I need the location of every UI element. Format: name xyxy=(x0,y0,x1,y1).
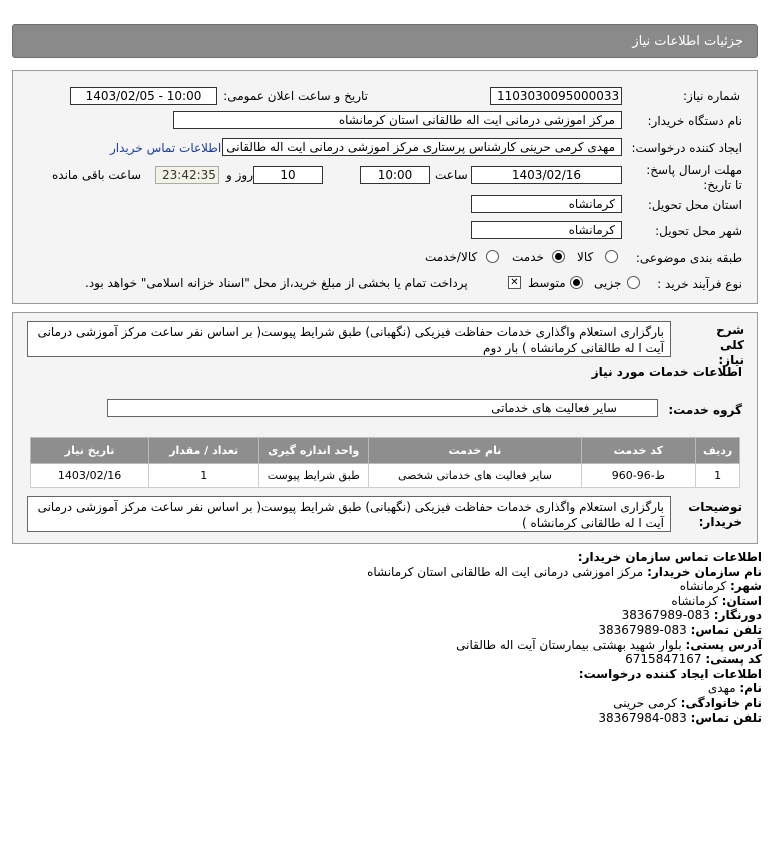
summary-box: بارگزاری استعلام واگذاری خدمات حفاظت فیزیکی (نگهبانی) طبق شرایط پیوست( بر اساس نفر ساعت مرکز آموزشی درمانی آیت ا له طالقانی کرمانشاه ) بار دوم xyxy=(27,321,671,357)
requester-phone-line xyxy=(22,711,762,726)
buyer-contact-link[interactable]: اطلاعات تماس خریدار xyxy=(110,141,222,155)
buyer-notes-label: توضیحات خریدار: xyxy=(688,500,742,529)
province-field: کرمانشاه xyxy=(471,195,622,213)
process-radio-minor[interactable] xyxy=(627,276,640,289)
requester-first-name: مهدی xyxy=(707,681,736,696)
cell-need-date: 1403/02/16 xyxy=(31,464,149,488)
buyer-org-label: نام دستگاه خریدار: xyxy=(647,114,742,128)
col-quantity: تعداد / مقدار xyxy=(149,438,259,464)
col-service-code: کد خدمت xyxy=(581,438,696,464)
need-number-label: شماره نیاز: xyxy=(683,89,740,103)
cell-unit: طبق شرایط پیوست xyxy=(259,464,369,488)
contact-province-label: استان: xyxy=(721,593,762,608)
table-header-row xyxy=(31,438,740,464)
contact-province: کرمانشاه xyxy=(671,593,718,608)
requester-phone-label: تلفن تماس: xyxy=(690,710,762,725)
checkbox-cross-icon: ✕ xyxy=(510,277,519,288)
contact-city-label: شهر: xyxy=(730,579,762,594)
province-label: استان محل تحویل: xyxy=(647,198,742,212)
announce-field: 1403/02/05 - 10:00 xyxy=(70,87,217,105)
requester-first-name-line xyxy=(22,681,762,696)
contact-city: کرمانشاه xyxy=(679,579,727,594)
deadline-time-label: ساعت xyxy=(435,168,468,182)
contact-org: مرکز اموزشی درمانی ایت اله طالقانی استان کرمانشاه xyxy=(367,564,644,579)
contact-city-line xyxy=(22,579,762,594)
category-option-goods-service: کالا/خدمت xyxy=(425,250,478,264)
process-option-minor: جزیی xyxy=(594,276,622,290)
contact-info xyxy=(22,550,762,725)
col-service-name: نام خدمت xyxy=(369,438,581,464)
col-unit: واحد اندازه گیری xyxy=(259,438,369,464)
category-radio-goods-service[interactable] xyxy=(486,250,499,263)
contact-org-line xyxy=(22,565,762,580)
services-table xyxy=(30,437,740,488)
requester-field: مهدی کرمی حرینی کارشناس پرستاری مرکز اموزشی درمانی ایت اله طالقانی xyxy=(222,138,622,156)
remaining-time-field: 23:42:35 xyxy=(155,166,219,184)
category-radio-service[interactable] xyxy=(552,250,565,263)
remaining-label: ساعت باقی مانده xyxy=(52,168,142,182)
contact-province-line xyxy=(22,594,762,609)
cell-service-name: سایر فعالیت های خدماتی شخصی xyxy=(369,464,581,488)
days-label: روز و xyxy=(226,168,253,182)
contact-phone: 083-38367989 xyxy=(598,622,687,637)
requester-last-name-line xyxy=(22,696,762,711)
cell-quantity: 1 xyxy=(149,464,259,488)
payment-note: پرداخت تمام یا بخشی از مبلغ خرید،از محل "اسناد خزانه اسلامی" خواهد بود. xyxy=(85,276,468,290)
city-label: شهر محل تحویل: xyxy=(655,224,742,238)
contact-postal: 6715847167 xyxy=(625,652,702,667)
city-field: کرمانشاه xyxy=(471,221,622,239)
deadline-label: مهلت ارسال پاسخ: تا تاریخ: xyxy=(646,163,742,192)
contact-address-label: آدرس پستی: xyxy=(685,637,762,652)
deadline-date-field: 1403/02/16 xyxy=(471,166,622,184)
category-option-service: خدمت xyxy=(512,250,544,264)
process-option-medium: متوسط xyxy=(528,276,566,290)
contact-address: بلوار شهید بهشتی بیمارستان آیت اله طالقانی xyxy=(456,637,682,652)
contact-heading: اطلاعات تماس سازمان خریدار: xyxy=(577,550,762,564)
category-label: طبقه بندی موضوعی: xyxy=(635,251,742,265)
page-title: جزئیات اطلاعات نیاز xyxy=(632,34,743,49)
buyer-org-field: مرکز اموزشی درمانی ایت اله طالقانی استان کرمانشاه xyxy=(173,111,622,129)
cell-service-code: ط-96-960 xyxy=(581,464,696,488)
requester-heading: اطلاعات ایجاد کننده درخواست: xyxy=(578,666,762,681)
cell-row: 1 xyxy=(696,464,740,488)
requester-last-name: کرمی حرینی xyxy=(613,695,677,710)
process-label: نوع فرآیند خرید : xyxy=(657,277,742,291)
requester-label: ایجاد کننده درخواست: xyxy=(631,141,742,155)
summary-label: شرح کلی نیاز: xyxy=(716,323,744,367)
process-radio-medium[interactable] xyxy=(570,276,583,289)
col-row: ردیف xyxy=(696,438,740,464)
treasury-checkbox[interactable] xyxy=(508,276,521,289)
contact-fax-label: دورنگار: xyxy=(713,608,762,623)
service-group-label: گروه خدمت: xyxy=(668,403,742,417)
deadline-time-field: 10:00 xyxy=(360,166,430,184)
contact-fax: 083-38367989 xyxy=(621,608,710,623)
requester-last-name-label: نام خانوادگی: xyxy=(680,695,762,710)
service-group-field: سایر فعالیت های خدماتی xyxy=(107,399,658,417)
category-option-goods: کالا xyxy=(577,250,594,264)
announce-label: تاریخ و ساعت اعلان عمومی: xyxy=(223,89,368,103)
buyer-notes-box: بارگزاری استعلام واگذاری خدمات حفاظت فیزیکی (نگهبانی) طبق شرایط پیوست( بر اساس نفر ساعت مرکز آموزشی درمانی آیت ا له طالقانی کرمانشاه ) xyxy=(27,496,671,532)
need-number-field: 1103030095000033 xyxy=(490,87,622,105)
requester-first-name-label: نام: xyxy=(739,681,762,696)
contact-phone-line xyxy=(22,623,762,638)
contact-phone-label: تلفن تماس: xyxy=(690,622,762,637)
table-row xyxy=(31,464,740,488)
days-field: 10 xyxy=(253,166,323,184)
contact-postal-label: کد پستی: xyxy=(705,652,762,667)
services-heading: اطلاعات خدمات مورد نیاز xyxy=(591,365,742,379)
contact-org-label: نام سازمان خریدار: xyxy=(647,564,762,579)
col-need-date: تاریخ نیاز xyxy=(31,438,149,464)
page-header xyxy=(12,24,758,58)
contact-address-line xyxy=(22,638,762,653)
requester-phone: 083-38367984 xyxy=(598,710,687,725)
contact-fax-line xyxy=(22,608,762,623)
category-radio-goods[interactable] xyxy=(605,250,618,263)
contact-postal-line xyxy=(22,652,762,667)
